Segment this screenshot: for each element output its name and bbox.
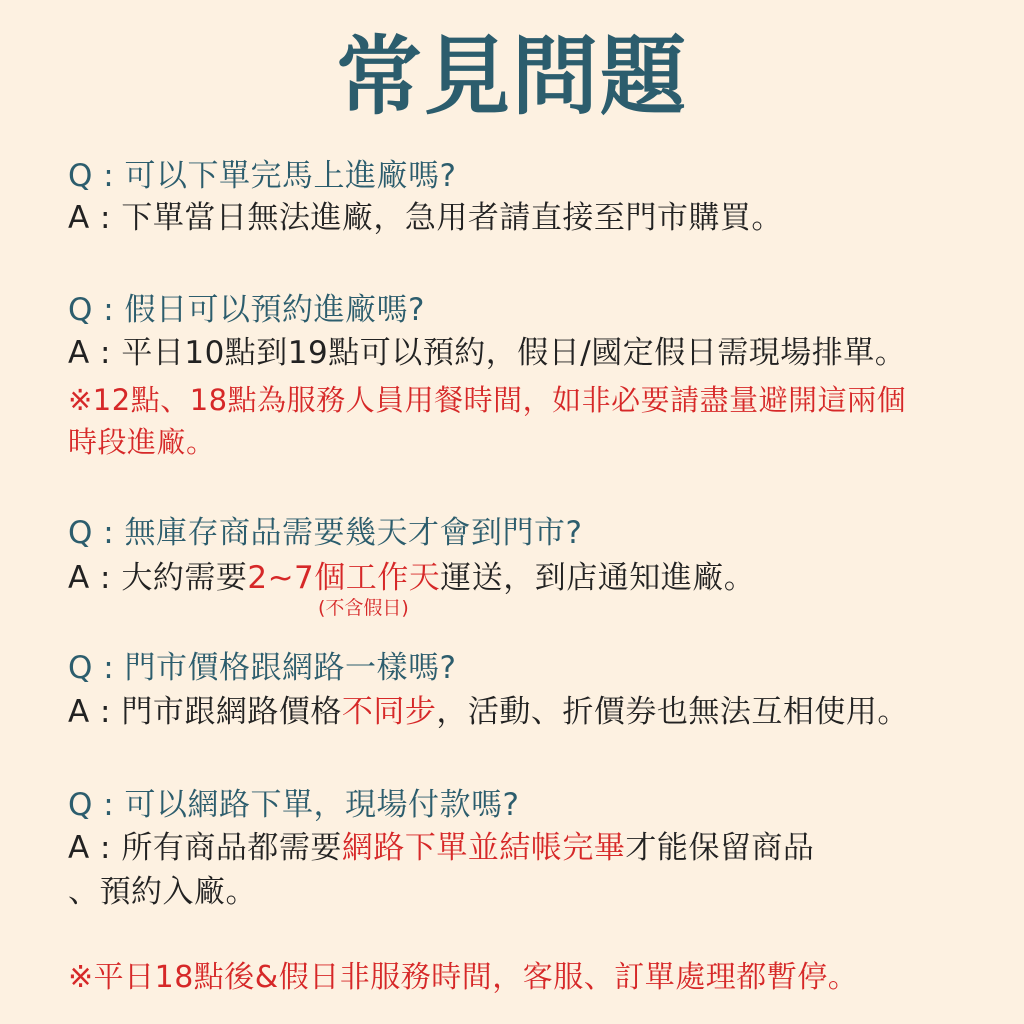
faq-5-answer (68, 828, 814, 868)
faq-2-answer: A : 平日10點到19點可以預約，假日/國定假日需現場排單。 (68, 335, 907, 371)
faq-5-question: Q : 可以網路下單，現場付款嗎? (68, 787, 520, 823)
footer-note: ※平日18點後&假日非服務時間，客服、訂單處理都暫停。 (68, 960, 859, 995)
faq-4-answer-prefix: A : 門市跟網路價格 (68, 694, 342, 730)
faq-5-answer-suffix: 才能保留商品 (625, 830, 815, 866)
faq-5-answer-highlight: 網路下單並結帳完畢 (341, 830, 626, 866)
page-title: 常見問題 (336, 27, 688, 127)
faq-5-answer-line-2: 、預約入廠。 (68, 874, 257, 910)
faq-1-answer: A : 下單當日無法進廠，急用者請直接至門市購買。 (68, 200, 783, 236)
faq-3-answer-suffix: 運送，到店通知進廠。 (440, 560, 756, 596)
faq-2-note-line-2: 時段進廠。 (68, 425, 216, 459)
faq-2-question: Q : 假日可以預約進廠嗎? (68, 292, 426, 328)
faq-3-answer-highlight: 2~7個工作天 (247, 560, 441, 596)
faq-3-answer-prefix: A : 大約需要 (68, 560, 248, 596)
faq-3-answer (68, 558, 755, 598)
faq-3-note: (不含假日) (318, 597, 409, 619)
faq-4-answer-highlight: 不同步 (341, 694, 437, 730)
faq-3-question: Q : 無庫存商品需要幾天才會到門市? (68, 515, 583, 551)
faq-5-answer-prefix: A : 所有商品都需要 (68, 830, 342, 866)
faq-4-answer-suffix: ，活動、折價券也無法互相使用。 (436, 694, 909, 730)
faq-4-question: Q : 門市價格跟網路一樣嗎? (68, 650, 457, 686)
faq-1-question: Q : 可以下單完馬上進廠嗎? (68, 158, 457, 194)
faq-4-answer (68, 692, 909, 732)
faq-2-note-line-1: ※12點、18點為服務人員用餐時間，如非必要請盡量避開這兩個 (68, 383, 907, 417)
